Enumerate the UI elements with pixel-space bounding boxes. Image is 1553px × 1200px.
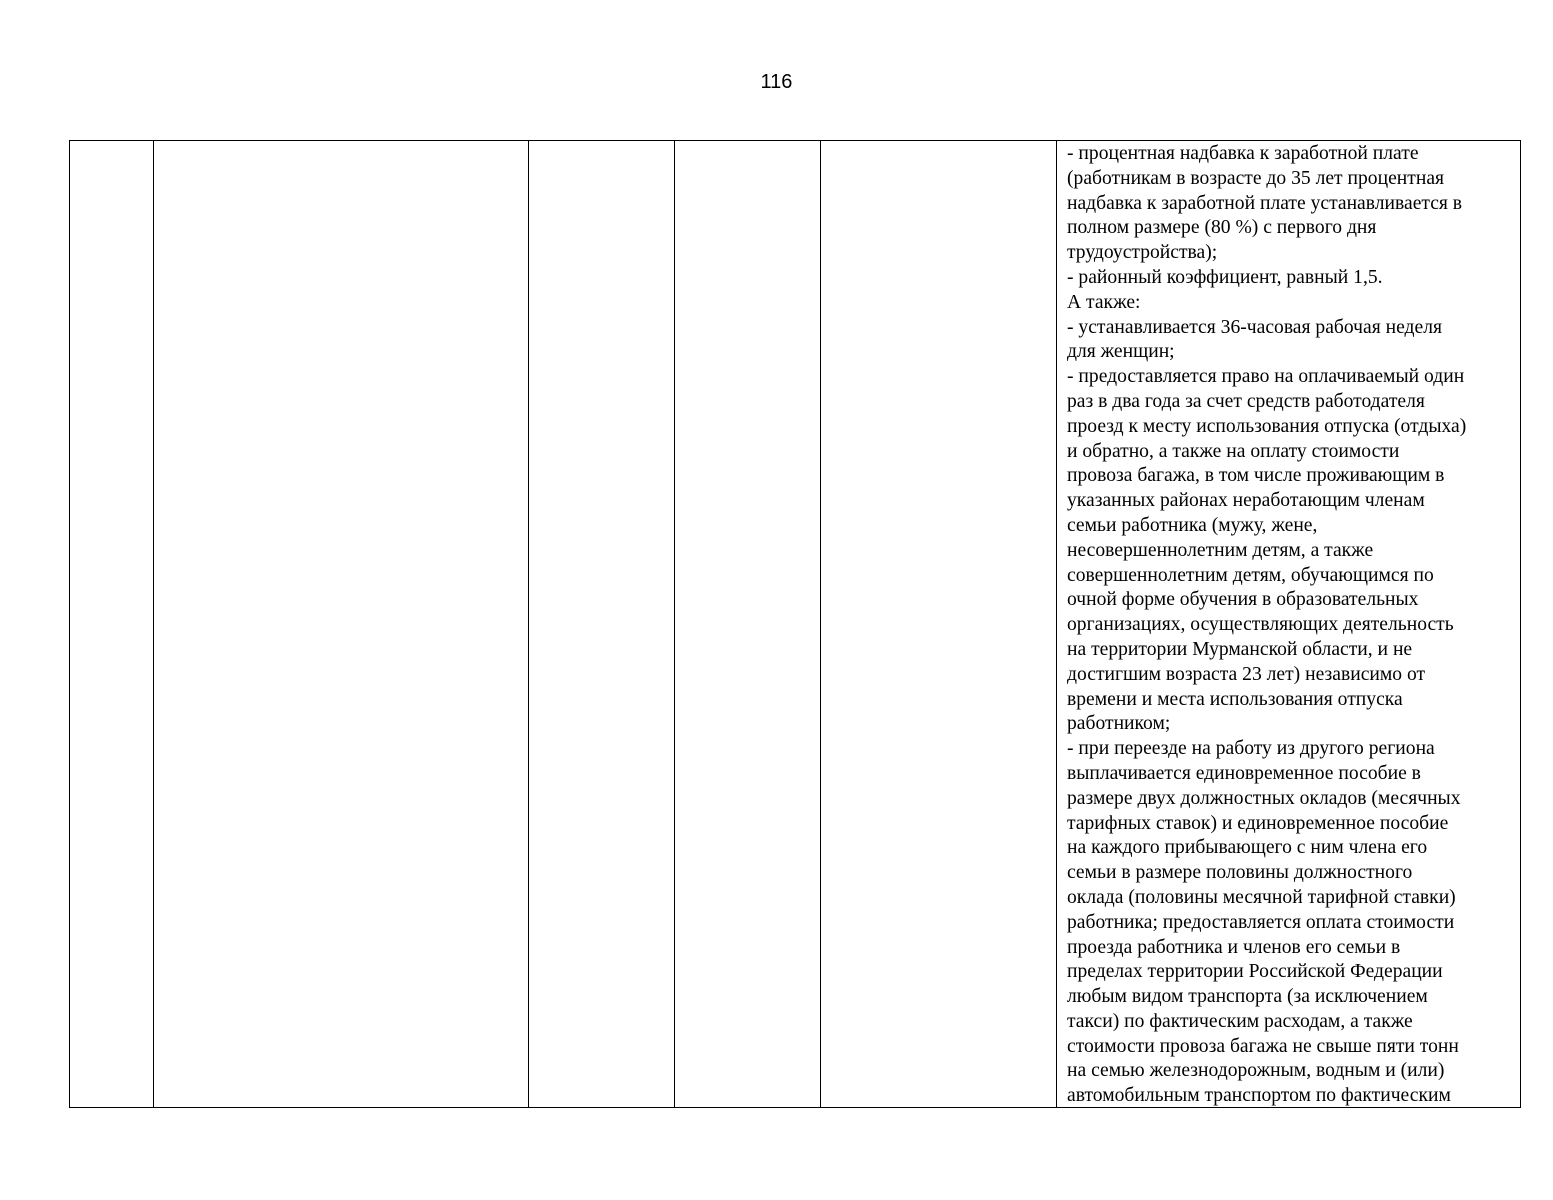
text-line: провоза багажа, в том числе проживающим в bbox=[1067, 465, 1445, 487]
text-line: А также: bbox=[1067, 291, 1141, 313]
text-line: размере двух должностных окладов (месячных bbox=[1067, 787, 1461, 809]
text-line: на территории Мурманской области, и не bbox=[1067, 638, 1413, 660]
text-line: указанных районах неработающим членам bbox=[1067, 490, 1425, 512]
text-line: очной форме обучения в образовательных bbox=[1067, 589, 1419, 611]
text-line: проезд к месту использования отпуска (отдыха) bbox=[1067, 415, 1467, 437]
text-line: полном размере (80 %) с первого дня bbox=[1067, 217, 1377, 239]
text-line: семьи в размере половины должностного bbox=[1067, 862, 1413, 884]
document-table bbox=[69, 140, 1521, 1108]
benefits-text bbox=[1057, 141, 1520, 1107]
text-line: стоимости провоза багажа не свыше пяти тонн bbox=[1067, 1035, 1459, 1057]
page-number: 116 bbox=[760, 71, 793, 93]
text-line: работника; предоставляется оплата стоимости bbox=[1067, 911, 1455, 933]
text-line: несовершеннолетним детям, а также bbox=[1067, 539, 1374, 561]
text-line: такси) по фактическим расходам, а также bbox=[1067, 1010, 1413, 1032]
text-line: организациях, осуществляющих деятельность bbox=[1067, 614, 1454, 636]
text-line: пределах территории Российской Федерации bbox=[1067, 961, 1443, 983]
table-cell-6 bbox=[1057, 141, 1521, 1108]
table-row bbox=[70, 141, 1521, 1108]
text-line: времени и места использования отпуска bbox=[1067, 688, 1403, 710]
table-cell-3 bbox=[529, 141, 675, 1108]
text-line: - устанавливается 36-часовая рабочая неделя bbox=[1067, 316, 1443, 338]
text-line: выплачивается единовременное пособие в bbox=[1067, 762, 1421, 784]
table-cell-4 bbox=[675, 141, 821, 1108]
text-line: проезда работника и членов его семьи в bbox=[1067, 936, 1401, 958]
text-line: автомобильным транспортом по фактическим bbox=[1067, 1085, 1451, 1107]
text-line: тарифных ставок) и единовременное пособие bbox=[1067, 812, 1449, 834]
text-line: - при переезде на работу из другого региона bbox=[1067, 738, 1435, 760]
text-line: надбавка к заработной плате устанавливается в bbox=[1067, 192, 1463, 214]
text-line: достигшим возраста 23 лет) независимо от bbox=[1067, 663, 1426, 685]
text-line: на каждого прибывающего с ним члена его bbox=[1067, 837, 1428, 859]
text-line: оклада (половины месячной тарифной ставки) bbox=[1067, 886, 1456, 908]
text-line: для женщин; bbox=[1067, 341, 1175, 363]
text-line: - процентная надбавка к заработной плате bbox=[1067, 143, 1419, 164]
table-cell-5 bbox=[821, 141, 1057, 1108]
text-line: и обратно, а также на оплату стоимости bbox=[1067, 440, 1400, 462]
text-line: любым видом транспорта (за исключением bbox=[1067, 986, 1428, 1008]
text-line: трудоустройства); bbox=[1067, 242, 1218, 264]
table-cell-1 bbox=[70, 141, 154, 1108]
text-line: на семью железнодорожным, водным и (или) bbox=[1067, 1060, 1445, 1082]
text-line: работником; bbox=[1067, 713, 1171, 735]
text-line: - предоставляется право на оплачиваемый один bbox=[1067, 366, 1465, 388]
table-cell-2 bbox=[154, 141, 529, 1108]
text-line: раз в два года за счет средств работодателя bbox=[1067, 390, 1425, 412]
text-line: семьи работника (мужу, жене, bbox=[1067, 514, 1318, 536]
text-line: (работникам в возрасте до 35 лет процентная bbox=[1067, 167, 1445, 189]
text-line: - районный коэффициент, равный 1,5. bbox=[1067, 266, 1383, 288]
text-line: совершеннолетним детям, обучающимся по bbox=[1067, 564, 1434, 586]
